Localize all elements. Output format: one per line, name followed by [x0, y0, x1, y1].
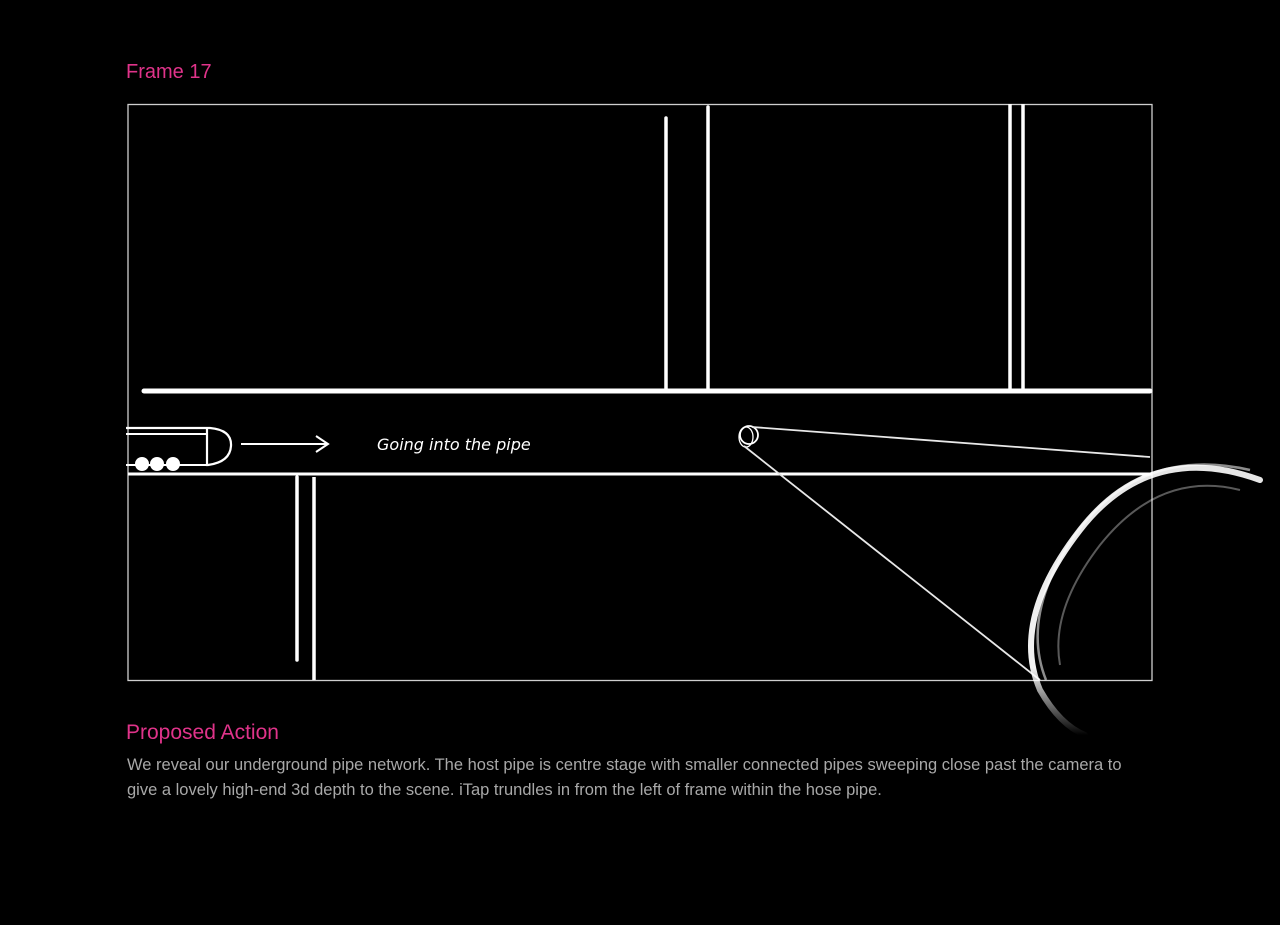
sketch-annotation: Going into the pipe: [377, 435, 531, 454]
frame-title: Frame 17: [126, 61, 212, 83]
itap-wheel-2: [150, 457, 164, 471]
camera-view-lines: [739, 426, 1150, 680]
itap-character: [126, 428, 231, 471]
proposed-action-heading: Proposed Action: [126, 721, 279, 744]
sweeping-pipe: [1031, 465, 1260, 735]
itap-wheel-1: [135, 457, 149, 471]
proposed-action-text: We reveal our underground pipe network. The host pipe is centre stage with smaller connected pipes sweeping close past the camera to give a lovely high-end 3d depth to the scene. iTap trundles in from the left of frame within the hose pipe.: [127, 756, 1122, 799]
itap-wheel-3: [166, 457, 180, 471]
movement-arrow-icon: [241, 436, 328, 452]
